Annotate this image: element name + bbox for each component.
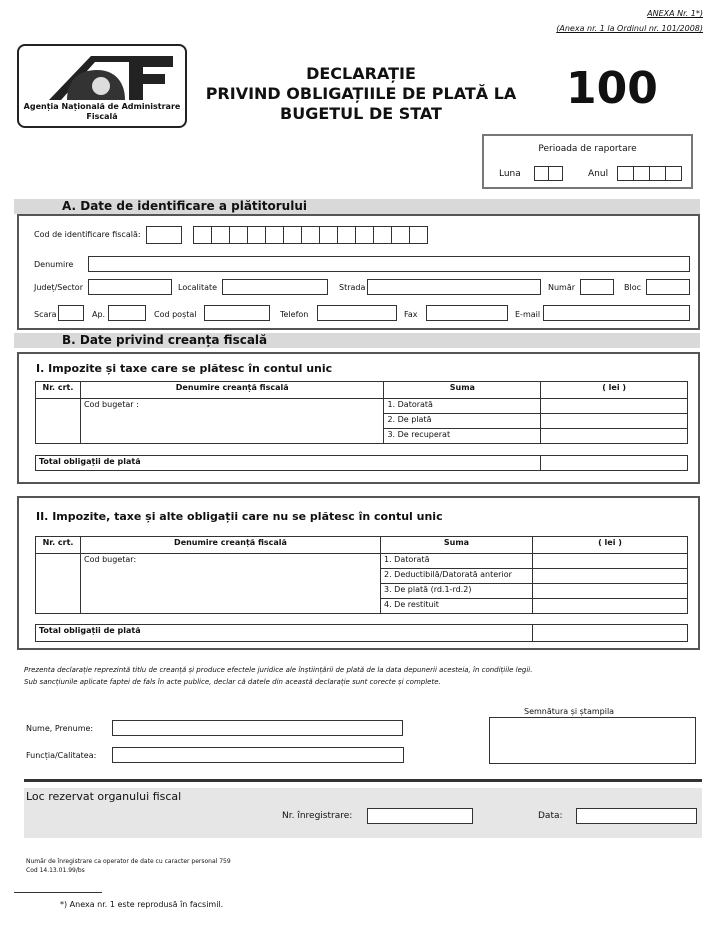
form-title <box>196 64 526 124</box>
name-label: Denumire <box>34 260 74 269</box>
part1-title: I. Impozite și taxe care se plătesc în contul unic <box>36 362 333 375</box>
section-a-title: A. Date de identificare a plătitorului <box>62 199 307 213</box>
form-number: 100 <box>566 63 658 114</box>
role-input[interactable] <box>112 747 404 763</box>
county-input[interactable] <box>88 279 172 295</box>
email-label: E-mail <box>515 310 541 319</box>
declaration-line2: Sub sancțiunile aplicate faptei de fals în acte publice, declar că datele din această declarație sunt corecte și complete. <box>24 678 441 686</box>
date-label: Data: <box>538 811 563 821</box>
part2-total-label: Total obligații de plată <box>36 625 533 642</box>
part2-row-value[interactable] <box>533 554 688 569</box>
part2-budget-code-cell[interactable]: Cod bugetar: <box>81 554 381 614</box>
part1-col-sum: Suma <box>384 382 541 399</box>
part2-col-unit: ( lei ) <box>533 537 688 554</box>
part1-total-label: Total obligații de plată <box>36 456 541 471</box>
locality-input[interactable] <box>222 279 328 295</box>
footnote-rule <box>14 892 102 893</box>
registration-input[interactable] <box>367 808 473 824</box>
declaration-text <box>24 664 714 688</box>
title-line2: PRIVIND OBLIGAȚIILE DE PLATĂ LA <box>205 84 517 103</box>
part1-col-nr: Nr. crt. <box>36 382 81 399</box>
footnote: *) Anexa nr. 1 este reprodusă în facsimil. <box>60 900 224 909</box>
part2-row-label: 2. Deductibilă/Datorată anterior <box>381 569 533 584</box>
street-label: Strada <box>339 283 366 292</box>
number-input[interactable] <box>580 279 614 295</box>
section-a-header <box>14 199 700 214</box>
date-input[interactable] <box>576 808 697 824</box>
county-label: Județ/Sector <box>34 283 83 292</box>
part1-row-value[interactable] <box>541 414 688 429</box>
part2-row-value[interactable] <box>533 584 688 599</box>
block-label: Bloc <box>624 283 642 292</box>
role-label: Funcția/Calitatea: <box>26 751 97 760</box>
part2-col-sum: Suma <box>381 537 533 554</box>
part2-row-value[interactable] <box>533 599 688 614</box>
annex-reference: (Anexa nr. 1 la Ordinul nr. 101/2008) <box>556 24 703 33</box>
signature-label: Semnătura și ștampila <box>524 707 615 716</box>
signature-box[interactable] <box>489 717 696 764</box>
registration-label: Nr. înregistrare: <box>282 811 353 821</box>
agency-logo <box>17 44 187 128</box>
apartment-input[interactable] <box>108 305 146 321</box>
name-input[interactable] <box>88 256 690 272</box>
annex-label: ANEXA Nr. 1*) <box>647 9 703 18</box>
part1-row-label: 1. Datorată <box>384 399 541 414</box>
footer-info <box>26 857 231 875</box>
part2-nr-cell[interactable] <box>36 554 81 614</box>
reserved-area <box>24 788 702 838</box>
section-b-header <box>14 333 700 348</box>
postal-code-input[interactable] <box>204 305 270 321</box>
form-code: Cod 14.13.01.99/bs <box>26 867 85 874</box>
year-input[interactable] <box>617 166 681 181</box>
reserved-divider <box>24 779 702 782</box>
title-line1: DECLARAȚIE <box>306 64 416 83</box>
part2-total-value[interactable] <box>533 625 688 642</box>
phone-input[interactable] <box>317 305 397 321</box>
part1-row-value[interactable] <box>541 429 688 444</box>
part2-row-label: 3. De plată (rd.1-rd.2) <box>381 584 533 599</box>
part1-row-value[interactable] <box>541 399 688 414</box>
agency-name-line1: Agenția Națională de Administrare <box>23 102 181 111</box>
fiscal-code-label: Cod de identificare fiscală: <box>34 230 141 239</box>
month-label: Luna <box>499 169 521 179</box>
block-input[interactable] <box>646 279 690 295</box>
af-logo-icon <box>19 48 185 104</box>
fax-input[interactable] <box>426 305 508 321</box>
part1-row-label: 3. De recuperat <box>384 429 541 444</box>
part1-total-value[interactable] <box>540 456 687 471</box>
part1-col-name: Denumire creanță fiscală <box>80 382 384 399</box>
reserved-title: Loc rezervat organului fiscal <box>26 790 182 803</box>
declaration-line1: Prezenta declarație reprezintă titlu de creanță și produce efectele juridice ale înștiințării de plată de la data depunerii acesteia, în condițiile legii. <box>24 666 533 674</box>
part1-budget-code-cell[interactable]: Cod bugetar : <box>80 399 384 444</box>
part2-row-label: 4. De restituit <box>381 599 533 614</box>
part2-row-label: 1. Datorată <box>381 554 533 569</box>
part1-table <box>35 381 688 444</box>
apartment-label: Ap. <box>92 310 106 319</box>
month-input[interactable] <box>534 166 562 181</box>
period-heading: Perioada de raportare <box>538 144 637 154</box>
staircase-label: Scara <box>34 310 57 319</box>
part1-col-unit: ( lei ) <box>541 382 688 399</box>
part1-nr-cell[interactable] <box>36 399 81 444</box>
street-input[interactable] <box>367 279 541 295</box>
part1-row-label: 2. De plată <box>384 414 541 429</box>
part2-col-name: Denumire creanță fiscală <box>81 537 381 554</box>
fiscal-code-prefix-input[interactable] <box>146 226 182 244</box>
locality-label: Localitate <box>178 283 218 292</box>
staircase-input[interactable] <box>58 305 84 321</box>
email-input[interactable] <box>543 305 690 321</box>
agency-name-line2: Fiscală <box>86 112 118 121</box>
part1-total-table <box>35 455 688 471</box>
part2-table <box>35 536 688 614</box>
year-label: Anul <box>588 169 609 179</box>
postal-code-label: Cod poștal <box>154 310 197 319</box>
name-surname-input[interactable] <box>112 720 403 736</box>
operator-number: Număr de înregistrare ca operator de date cu caracter personal 759 <box>26 858 231 865</box>
part2-title: II. Impozite, taxe și alte obligații care nu se plătesc în contul unic <box>36 510 443 523</box>
title-line3: BUGETUL DE STAT <box>280 104 442 123</box>
name-surname-label: Nume, Prenume: <box>26 724 94 733</box>
part2-total-table <box>35 624 688 642</box>
fiscal-code-input[interactable] <box>193 226 427 244</box>
section-b-title: B. Date privind creanța fiscală <box>62 333 268 347</box>
phone-label: Telefon <box>280 310 309 319</box>
part2-col-nr: Nr. crt. <box>36 537 81 554</box>
number-label: Număr <box>548 283 576 292</box>
fax-label: Fax <box>404 310 418 319</box>
part2-row-value[interactable] <box>533 569 688 584</box>
reporting-period-box <box>482 134 693 189</box>
